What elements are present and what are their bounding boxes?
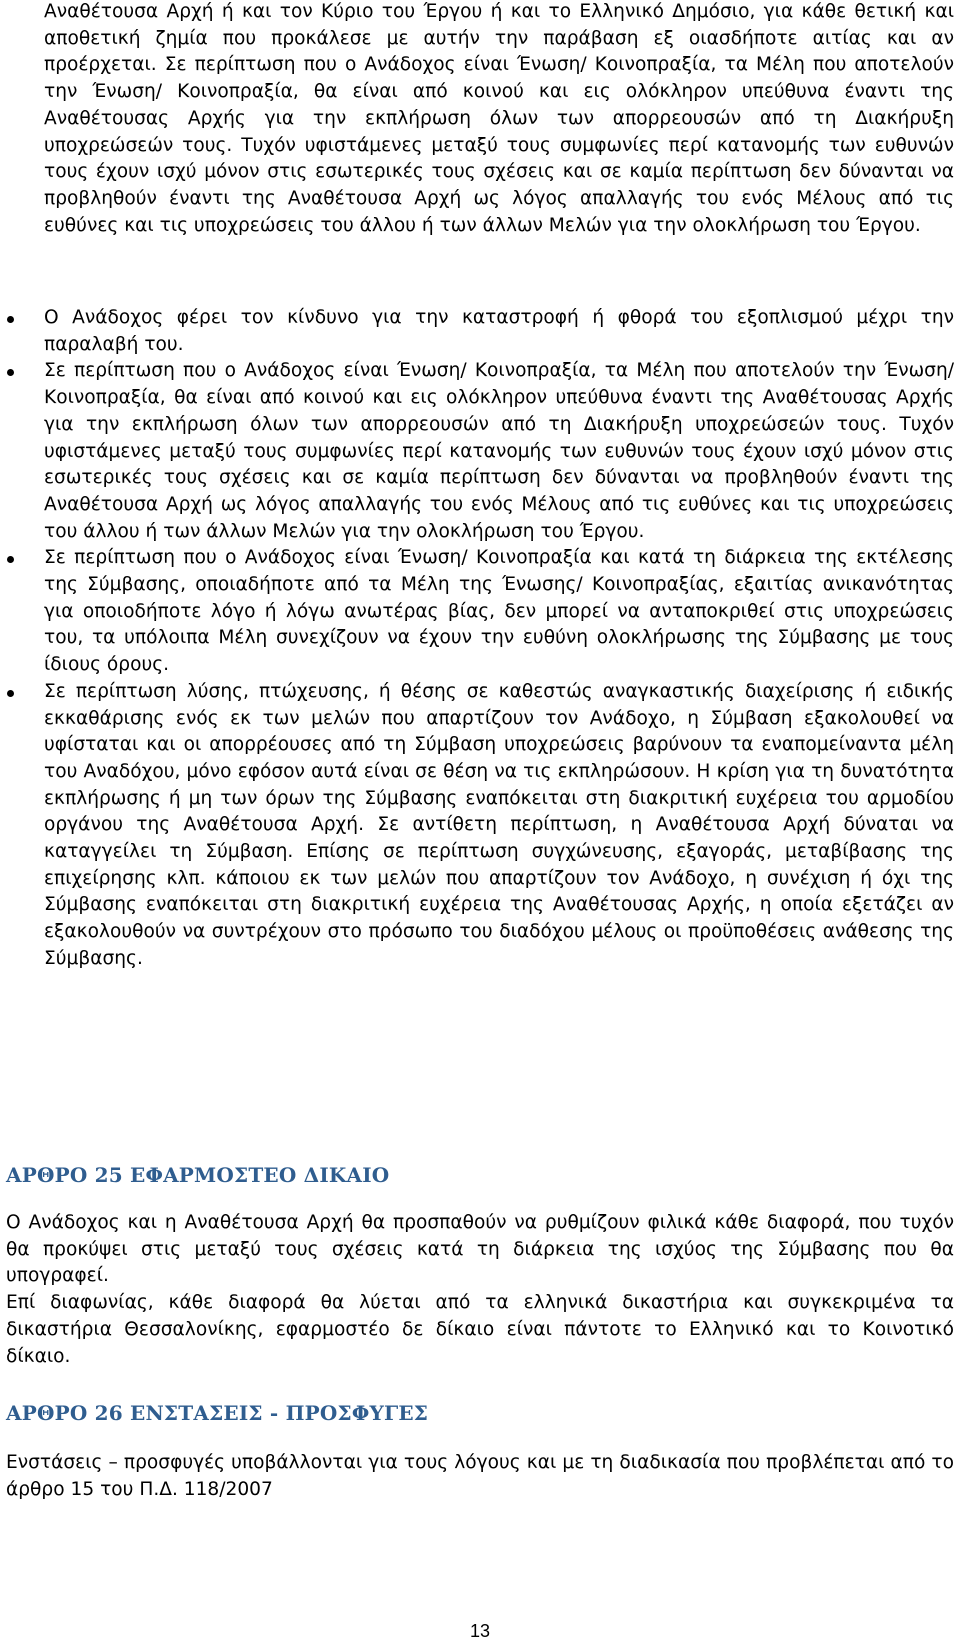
bullet-icon bbox=[7, 369, 14, 376]
bullet-text: Σε περίπτωση λύσης, πτώχευσης, ή θέσης σε καθεστώς αναγκαστικής διαχείρισης ή ειδικής εκκαθάρισης ενός εκ των μελών που απαρτίζουν τον Ανάδοχο, η Σύμβαση εξακολουθεί να υφίσταται και οι απορρέουσες από τη Σύμβαση υποχρεώσεις βαρύνουν τα εναπομείναντα μέλη του Αναδόχου, μόνο εφόσον αυτά είναι σε θέση να τις εκπληρώσουν. Η κρίση για τη δυνατότητα εκπλήρωσης ή μη των όρων της Σύμβασης εναπόκειται στη διακριτική ευχέρεια του αρμοδίου οργάνου της Αναθέτουσα Αρχή. Σε αντίθετη περίπτωση, η Αναθέτουσα Αρχή δύναται να καταγγείλει τη Σύμβαση. Επίσης σε περίπτωση συγχώνευσης, εξαγοράς, μεταβίβασης της επιχείρησης κλπ. κάποιου εκ των μελών που απαρτίζουν τον Ανάδοχο, η συνέχιση ή όχι της Σύμβασης εναπόκειται στη διακριτική ευχέρεια της Αναθέτουσας Αρχής, η οποία εξετάζει αν εξακολουθούν να συντρέχουν στο πρόσωπο του διαδόχου μέλους οι προϋποθέσεις ανάθεσης της Σύμβασης. bbox=[44, 680, 954, 969]
article-25-heading: ΑΡΘΡΟ 25 ΕΦΑΡΜΟΣΤΕΟ ΔΙΚΑΙΟ bbox=[6, 1163, 390, 1187]
article-25-body bbox=[6, 1210, 954, 1370]
bullet-item-equipment-risk bbox=[0, 305, 954, 358]
obligations-bullet-list bbox=[0, 305, 960, 973]
bullet-icon bbox=[7, 556, 14, 563]
page-number: 13 bbox=[469, 1621, 491, 1641]
article-26-heading: ΑΡΘΡΟ 26 ΕΝΣΤΑΣΕΙΣ - ΠΡΟΣΦΥΓΕΣ bbox=[6, 1401, 429, 1425]
bullet-item-dissolution bbox=[0, 679, 954, 973]
bullet-text: Ο Ανάδοχος φέρει τον κίνδυνο για την καταστροφή ή φθορά του εξοπλισμού μέχρι την παραλαβή του. bbox=[44, 307, 954, 355]
continuation-paragraph: Αναθέτουσα Αρχή ή και τον Κύριο του Έργου ή και το Ελληνικό Δημόσιο, για κάθε θετική και αποθετική ζημία που προκάλεσε με αυτήν την παράβαση εξ οιασδήποτε αιτίας και αν προέρχεται. Σε περίπτωση που ο Ανάδοχος είναι Ένωση/ Κοινοπραξία, τα Μέλη που αποτελούν την Ένωση/ Κοινοπραξία, θα είναι από κοινού και εις ολόκληρον υπεύθυνα έναντι της Αναθέτουσας Αρχής για την εκπλήρωση όλων των απορρεουσών από τη Διακήρυξη υποχρεώσεών τους. Τυχόν υφιστάμενες μεταξύ τους συμφωνίες περί κατανομής των ευθυνών τους έχουν ισχύ μόνον στις εσωτερικές τους σχέσεις και σε καμία περίπτωση δεν δύνανται να προβληθούν έναντι της Αναθέτουσα Αρχή ως λόγος απαλλαγής του ενός Μέλους από τις ευθύνες και τις υποχρεώσεις του άλλου ή των άλλων Μελών για την ολοκλήρωση του Έργου. bbox=[44, 1, 954, 236]
bullet-text: Σε περίπτωση που ο Ανάδοχος είναι Ένωση/ Κοινοπραξία, τα Μέλη που αποτελούν την Ένωση/ Κοινοπραξία, θα είναι από κοινού και εις ολόκληρον υπεύθυνα έναντι της Αναθέτουσας Αρχής για την εκπλήρωση όλων των απορρεουσών από τη Διακήρυξη υποχρεώσεών τους. Τυχόν υφιστάμενες μεταξύ τους συμφωνίες περί κατανομής των ευθυνών τους έχουν ισχύ μόνον στις εσωτερικές τους σχέσεις και σε καμία περίπτωση δεν δύνανται να προβληθούν έναντι της Αναθέτουσα Αρχή ως λόγος απαλλαγής του ενός Μέλους από τις ευθύνες και τις υποχρεώσεις του άλλου ή των άλλων Μελών για την ολοκλήρωση του Έργου. bbox=[44, 360, 954, 542]
article-26-paragraph: Ενστάσεις – προσφυγές υποβάλλονται για τους λόγους και με τη διαδικασία που προβλέπεται από το άρθρο 15 του Π.Δ. 118/2007 bbox=[6, 1452, 954, 1500]
bullet-icon bbox=[7, 316, 14, 323]
article-25-paragraph: Ο Ανάδοχος και η Αναθέτουσα Αρχή θα προσπαθούν να ρυθμίζουν φιλικά κάθε διαφορά, που τυχόν θα προκύψει στις μεταξύ τους σχέσεις κατά τη διάρκεια της ισχύος της Σύμβασης που θα υπογραφεί. bbox=[6, 1212, 954, 1287]
article-26-body bbox=[6, 1450, 954, 1503]
bullet-icon bbox=[7, 690, 14, 697]
article-25-paragraph: Επί διαφωνίας, κάθε διαφορά θα λύεται από τα ελληνικά δικαστήρια και συγκεκριμένα τα δικαστήρια Θεσσαλονίκης, εφαρμοστέο δε δίκαιο είναι πάντοτε το Ελληνικό και το Κοινοτικό δίκαιο. bbox=[6, 1292, 954, 1367]
bullet-text: Σε περίπτωση που ο Ανάδοχος είναι Ένωση/ Κοινοπραξία και κατά τη διάρκεια της εκτέλεσης της Σύμβασης, οποιαδήποτε από τα Μέλη της Ένωσης/ Κοινοπραξίας, εξαιτίας ανικανότητας για οποιοδήποτε λόγο ή λόγω ανωτέρας βίας, δεν μπορεί να ανταποκριθεί στις υποχρεώσεις του, τα υπόλοιπα Μέλη συνεχίζουν να έχουν την ευθύνη ολοκλήρωσης της Σύμβασης με τους ίδιους όρους. bbox=[44, 547, 954, 676]
bullet-item-member-incapacity bbox=[0, 545, 954, 679]
bullet-item-joint-liability bbox=[0, 358, 954, 545]
